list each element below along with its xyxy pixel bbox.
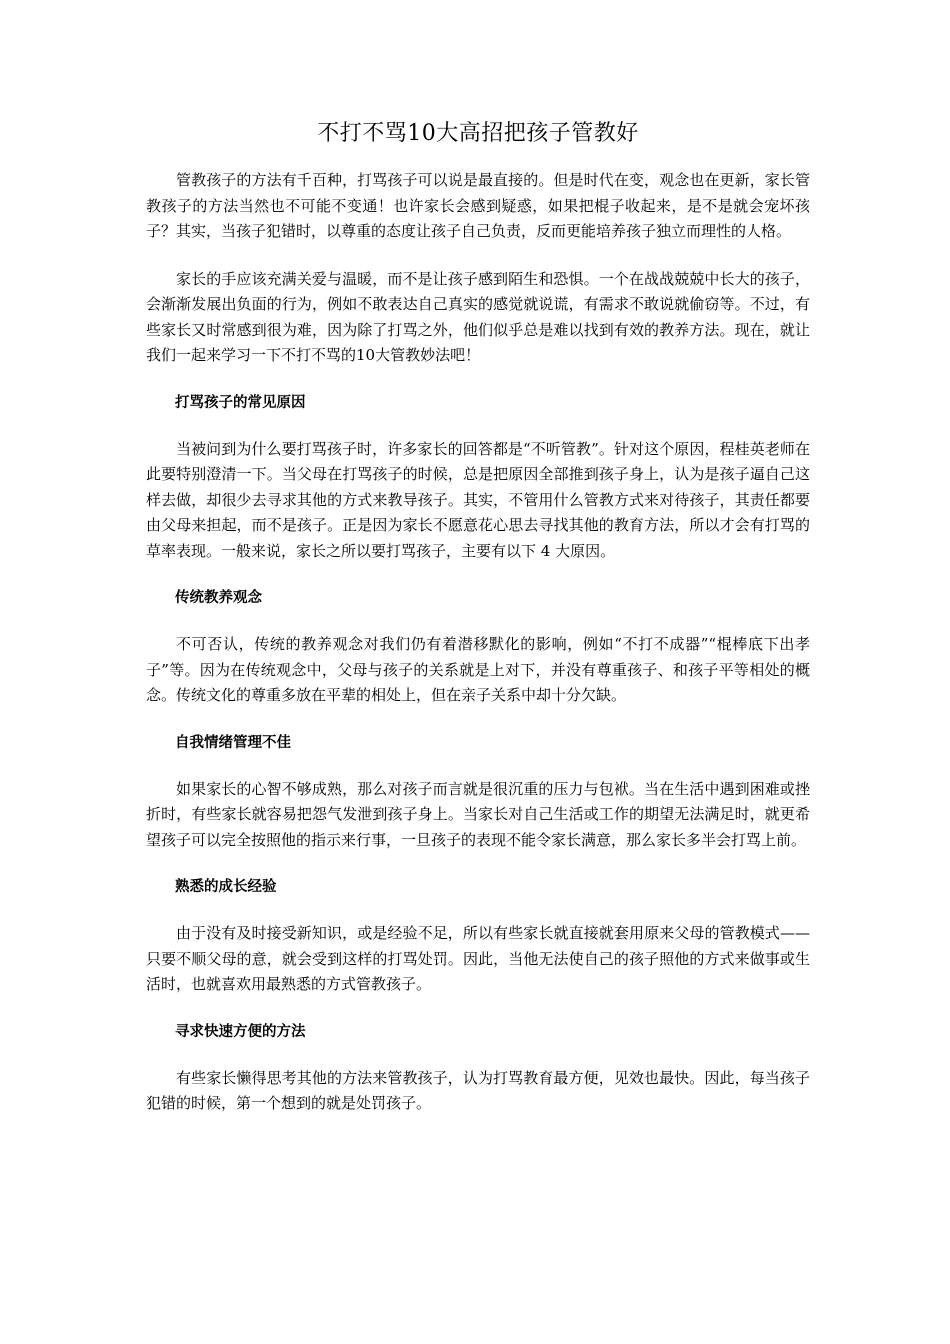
document-page [146, 118, 810, 1139]
paragraph-intro: 管教孩子的方法有千百种，打骂孩子可以说是最直接的。但是时代在变，观念也在更新，家长管教孩子的方法当然也不可能不变通！也许家长会感到疑惑，如果把棍子收起来，是不是就会宠坏孩子？其实，当孩子犯错时，以尊重的态度让孩子自己负责，反而更能培养孩子独立而理性的人格。 [146, 171, 810, 240]
section-heading-quick-method: 寻求快速方便的方法 [175, 1023, 306, 1040]
paragraph-quick-method: 有些家长懒得思考其他的方法来管教孩子，认为打骂教育最方便，见效也最快。因此，每当孩子犯错的时候，第一个想到的就是处罚孩子。 [146, 1068, 810, 1112]
section-heading-familiar-experience: 熟悉的成长经验 [175, 879, 277, 895]
section-heading-common-reasons: 打骂孩子的常见原因 [175, 394, 306, 411]
section-heading-traditional-views: 传统教养观念 [175, 590, 262, 606]
paragraph-emotion-management: 如果家长的心智不够成熟，那么对孩子而言就是很沉重的压力与包袱。当在生活中遇到困难或挫折时，有些家长就容易把怨气发泄到孩子身上。当家长对自己生活或工作的期望无法满足时，就更希望孩子可以完全按照他的指示来行事，一旦孩子的表现不能令家长满意，那么家长多半会打骂上前。 [146, 779, 810, 849]
paragraph-traditional-views: 不可否认，传统的教养观念对我们仍有着潜移默化的影响，例如“不打不成器”“棍棒底下出孝子”等。因为在传统观念中，父母与孩子的关系就是上对下，并没有尊重孩子、和孩子平等相处的概念。传统文化的尊重多放在平辈的相处上，但在亲子关系中却十分欠缺。 [146, 635, 810, 704]
paragraph-common-reasons: 当被问到为什么要打骂孩子时，许多家长的回答都是“不听管教”。针对这个原因，程桂英老师在此要特别澄清一下。当父母在打骂孩子的时候，总是把原因全部推到孩子身上，认为是孩子逼自己这样去做，却很少去寻求其他的方式来教导孩子。其实，不管用什么管教方式来对待孩子，其责任都要由父母来担起，而不是孩子。正是因为家长不愿意花心思去寻找其他的教育方法，所以才会有打骂的草率表现。一般来说，家长之所以要打骂孩子，主要有以下 4 大原因。 [146, 439, 810, 560]
paragraph-familiar-experience: 由于没有及时接受新知识，或是经验不足，所以有些家长就直接就套用原来父母的管教模式——只要不顺父母的意，就会受到这样的打骂处罚。因此，当他无法使自己的孩子照他的方式来做事或生活时，也就喜欢用最熟悉的方式管教孩子。 [146, 924, 810, 993]
page-title: 不打不骂10大高招把孩子管教好 [317, 121, 639, 146]
section-heading-emotion-management: 自我情绪管理不佳 [175, 734, 291, 751]
paragraph-love-warmth: 家长的手应该充满关爱与温暖，而不是让孩子感到陌生和恐惧。一个在战战兢兢中长大的孩子，会渐渐发展出负面的行为，例如不敢表达自己真实的感觉就说谎，有需求不敢说就偷窃等。不过，有些家长又时常感到很为难，因为除了打骂之外，他们似乎总是难以找到有效的教养方法。现在，就让我们一起来学习一下不打不骂的10大管教妙法吧！ [146, 269, 810, 364]
